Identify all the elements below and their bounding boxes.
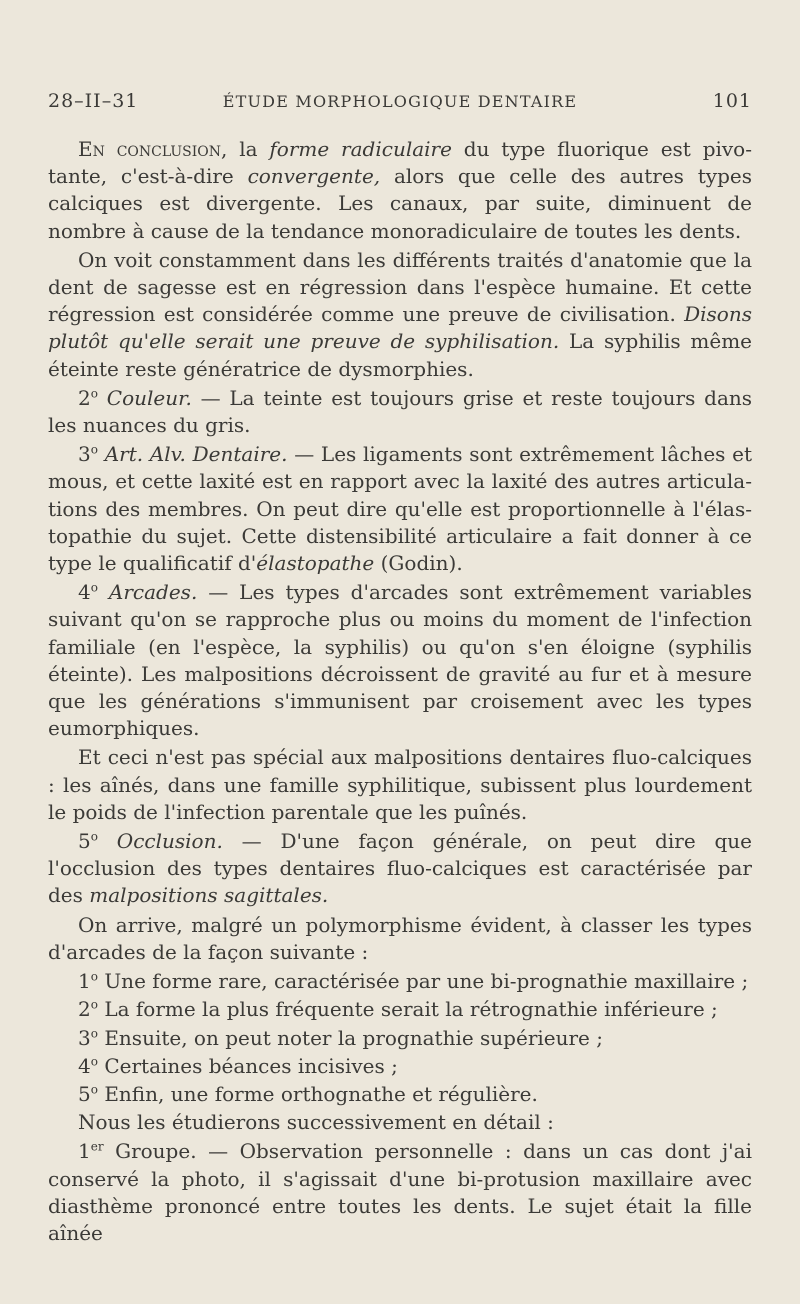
paragraph-conclusion bbox=[48, 136, 752, 245]
paragraph-arcades bbox=[48, 579, 752, 742]
text-run: Groupe. — Observation personnelle : dans un cas dont j'ai conservé la photo, il s'agissait d'une bi-protusion maxillaire avec diasthème prononcé entre toutes les dents. Le sujet était la fille aînée bbox=[48, 1139, 752, 1245]
ordinal-sup: o bbox=[90, 386, 98, 401]
item-number: 4 bbox=[78, 1053, 91, 1078]
ordinal-sup: o bbox=[90, 442, 98, 457]
section-title: Art. Alv. Dentaire. bbox=[104, 442, 288, 467]
ordinal-sup: o bbox=[90, 1025, 98, 1040]
section-number: 4 bbox=[78, 580, 91, 605]
lead-small-caps: En conclusion, bbox=[78, 137, 228, 161]
italic-term: élastopathe bbox=[256, 551, 375, 576]
ordinal-sup: o bbox=[90, 580, 98, 595]
italic-phrase: Disons plutôt qu'elle serait une preuve de syphilisation. bbox=[48, 302, 752, 354]
text-run: — Les ligaments sont extrêmement lâches et mous, et cette laxité est en rapport avec la laxité des autres articulations des membres. On peut dire qu'elle est proportionnelle à l'élastopathie du sujet. Cette distensibilité articulaire a fait donner à ce type le qualificatif d' bbox=[48, 442, 753, 576]
paragraph-art-alv bbox=[48, 441, 752, 577]
list-item bbox=[48, 968, 752, 995]
list-item bbox=[48, 1025, 752, 1052]
text-run: La syphilis même éteinte reste génératrice de dysmorphies. bbox=[48, 329, 753, 381]
item-number: 5 bbox=[78, 1081, 91, 1106]
italic-term: convergente, bbox=[247, 164, 381, 189]
text-run: — Les types d'arcades sont extrêmement variables suivant qu'on se rapproche plus ou moins du moment de l'infection familiale (en l'espèce, la syphilis) ou qu'on s'en éloigne (syphilis éteinte). Les malpositions décroissent de gravité au fur et à mesure que les générations s'immunisent par croisement avec les types eumorphiques. bbox=[48, 580, 752, 741]
item-number: 2 bbox=[78, 997, 91, 1022]
italic-term: malpositions sagittales. bbox=[89, 883, 329, 908]
text-run: On voit constamment dans les différents traités d'anatomie que la dent de sagesse est en régression dans l'espèce humaine. Et cette régression est considérée comme une preuve de civilisation. bbox=[48, 247, 752, 327]
ordinal-sup: er bbox=[90, 1139, 104, 1154]
ordinal-sup: o bbox=[90, 997, 98, 1012]
list-item bbox=[48, 996, 752, 1023]
item-text: Certaines béances incisives ; bbox=[97, 1053, 398, 1078]
section-number: 5 bbox=[78, 829, 91, 854]
paragraph-intro-detail: Nous les étudierons successivement en détail : bbox=[78, 1110, 554, 1135]
item-number: 1 bbox=[78, 969, 91, 994]
group-number: 1 bbox=[78, 1139, 91, 1164]
text-run: (Godin). bbox=[374, 551, 463, 576]
ordinal-sup: o bbox=[90, 829, 98, 844]
item-text: Ensuite, on peut noter la prognathie supérieure ; bbox=[97, 1025, 603, 1050]
italic-term: forme radiculaire bbox=[269, 137, 452, 161]
item-number: 3 bbox=[78, 1025, 91, 1050]
header-title: ÉTUDE MORPHOLOGIQUE DENTAIRE bbox=[222, 92, 578, 111]
section-title: Couleur. bbox=[106, 385, 192, 410]
ordinal-sup: o bbox=[90, 1054, 98, 1069]
paragraph-classification: On arrive, malgré un polymorphisme évident, à classer les types d'arcades de la façon suivante : bbox=[48, 912, 752, 964]
section-number: 2 bbox=[78, 385, 91, 410]
text-run: du type fluorique est pivotante, c'est-à-dire bbox=[48, 137, 752, 189]
item-text: La forme la plus fréquente serait la rétrognathie inférieure ; bbox=[97, 997, 718, 1022]
paragraph-couleur bbox=[48, 385, 752, 439]
text-run: — La teinte est toujours grise et reste toujours dans les nuances du gris. bbox=[48, 385, 753, 438]
paragraph-occlusion bbox=[48, 828, 752, 910]
item-text: Une forme rare, caractérisée par une bi-prognathie maxillaire ; bbox=[97, 969, 749, 994]
section-number: 3 bbox=[78, 442, 91, 467]
ordinal-sup: o bbox=[90, 1082, 98, 1097]
running-header bbox=[48, 90, 752, 122]
paragraph-sagesse bbox=[48, 247, 752, 383]
ordinal-sup: o bbox=[90, 969, 98, 984]
list-item bbox=[48, 1081, 752, 1108]
text-run: alors que celle des autres types calciques est divergente. Les canaux, par suite, diminuent de nombre à cause de la tendance monoradiculaire de toutes les dents. bbox=[48, 164, 752, 243]
text-run: la bbox=[227, 137, 270, 161]
paragraph-malpositions: Et ceci n'est pas spécial aux malpositions dentaires fluo-calciques : les aînés, dans une famille syphilitique, subissent plus lourdement le poids de l'infection parentale que les puînés. bbox=[48, 745, 752, 824]
header-date: 28–II–31 bbox=[48, 90, 139, 112]
page-number: 101 bbox=[712, 90, 752, 112]
item-text: Enfin, une forme orthognathe et régulière. bbox=[97, 1081, 538, 1106]
list-item bbox=[48, 1053, 752, 1080]
paragraph-group-1 bbox=[48, 1138, 752, 1247]
text-run: — D'une façon générale, on peut dire que l'occlusion des types dentaires fluo-calciques est caractérisée par des bbox=[48, 829, 752, 908]
page-body bbox=[48, 136, 752, 1249]
section-title: Arcades. bbox=[108, 580, 198, 605]
section-title: Occlusion. bbox=[116, 829, 223, 854]
